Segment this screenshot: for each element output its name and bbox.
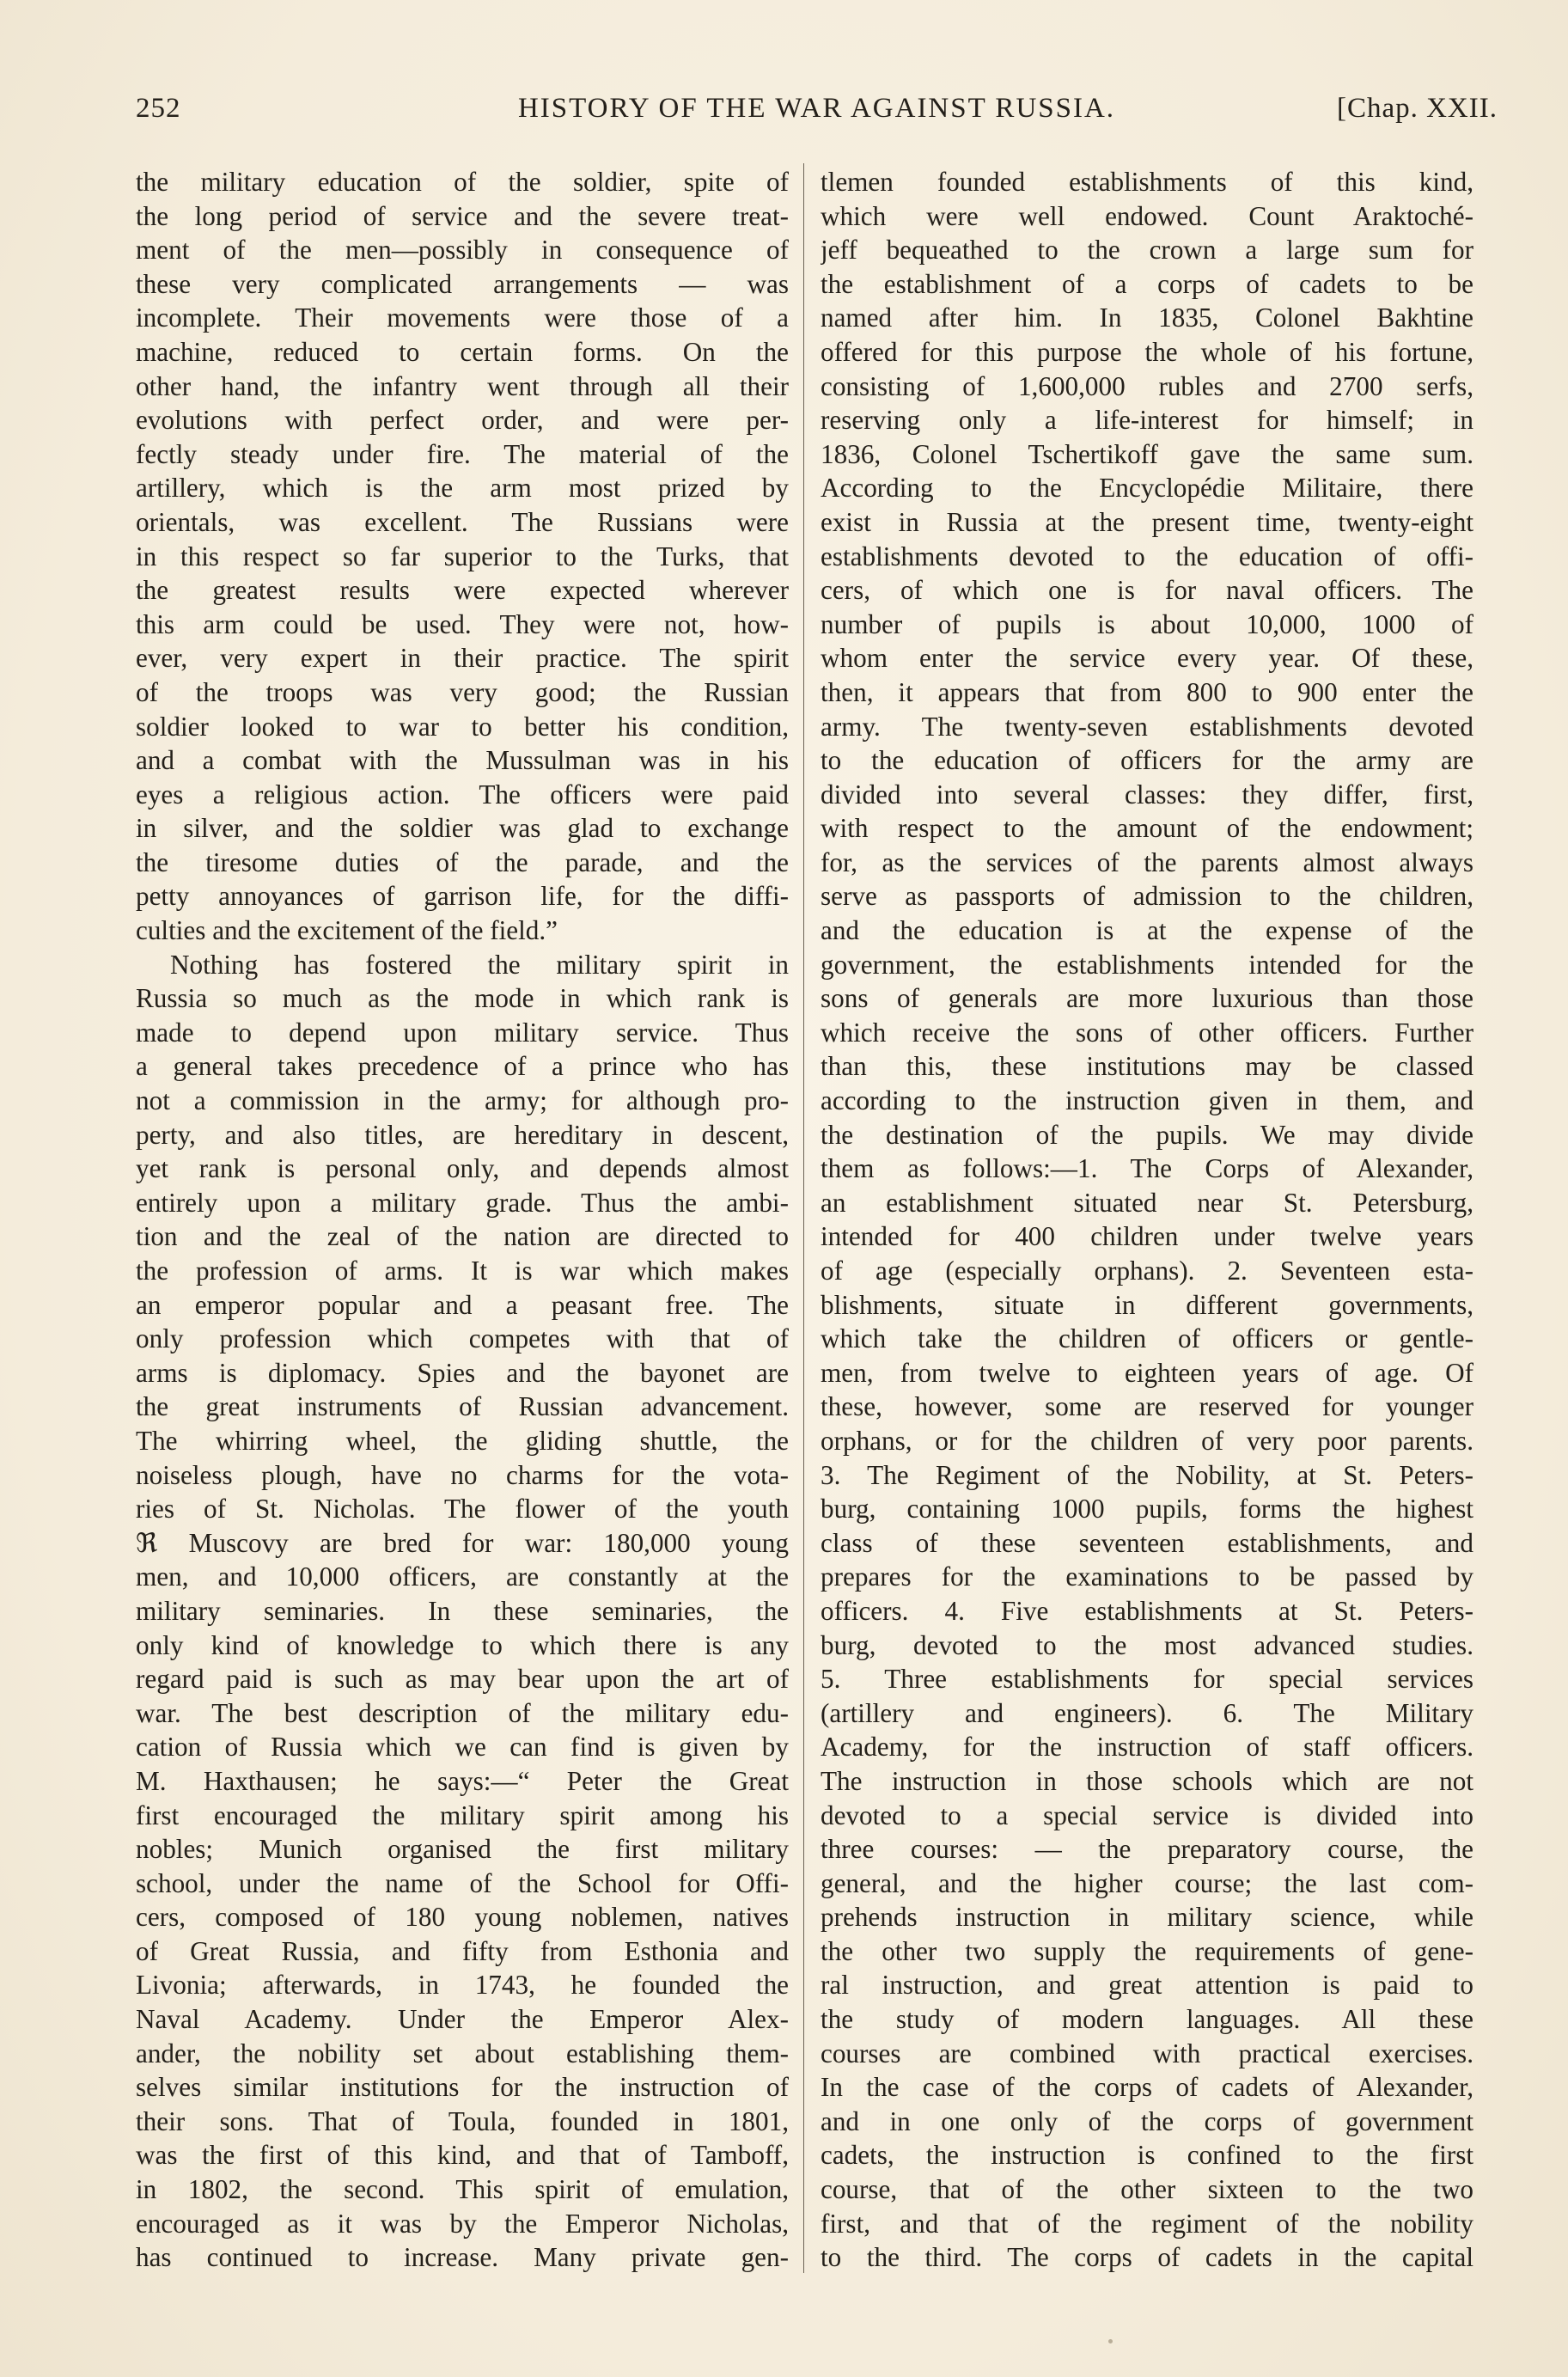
right-column [821, 165, 1473, 2275]
left-column-text-line: only profession which competes with that of [136, 1323, 789, 1354]
right-column-text-line: sons of generals are more luxurious than those [821, 983, 1473, 1014]
left-column-text-line: made to depend upon military service. Thus [136, 1017, 789, 1048]
right-column-text-line: prehends instruction in military science, while [821, 1902, 1473, 1933]
right-column-text-line: blishments, situate in different governments, [821, 1289, 1473, 1320]
right-column-text-line: consisting of 1,600,000 rubles and 2700 serfs, [821, 370, 1473, 401]
left-column-text-line: noiseless plough, have no charms for the vota- [136, 1459, 789, 1490]
left-column-text-line: encouraged as it was by the Emperor Nicholas, [136, 2208, 789, 2239]
left-column-text-line: evolutions with perfect order, and were per- [136, 405, 789, 436]
left-column-text-line: the military education of the soldier, spite of [136, 167, 789, 197]
left-column-text-line: not a commission in the army; for although pro- [136, 1085, 789, 1116]
left-column-text-line: cers, composed of 180 young noblemen, natives [136, 1902, 789, 1933]
left-column-text-line: regard paid is such as may bear upon the art of [136, 1664, 789, 1695]
right-column-text-line: them as follows:—1. The Corps of Alexander, [821, 1153, 1473, 1184]
right-column-text-line: named after him. In 1835, Colonel Bakhtine [821, 302, 1473, 333]
left-column-text-line: in this respect so far superior to the Turks, that [136, 541, 789, 571]
left-column-text-line: ries of St. Nicholas. The flower of the youth [136, 1494, 789, 1525]
right-column-text-line: and in one only of the corps of government [821, 2105, 1473, 2136]
right-column-text-line: cadets, the instruction is confined to the first [821, 2140, 1473, 2171]
left-column-text-line: the long period of service and the severe treat- [136, 200, 789, 231]
left-column-text-line: the greatest results were expected wherever [136, 575, 789, 606]
right-column-text-line: tlemen founded establishments of this kind, [821, 167, 1473, 197]
left-column-text-line: military seminaries. In these seminaries, the [136, 1595, 789, 1626]
left-column-text-line: ℜ Muscovy are bred for war: 180,000 young [136, 1527, 789, 1558]
right-column-text-line: orphans, or for the children of very poor parents. [821, 1425, 1473, 1456]
left-column-text-line: selves similar institutions for the instruction of [136, 2072, 789, 2103]
right-column-text-line: general, and the higher course; the last com- [821, 1867, 1473, 1898]
right-column-text-line: the establishment of a corps of cadets to be [821, 268, 1473, 299]
right-column-text-line: an establishment situated near St. Petersburg, [821, 1187, 1473, 1218]
column-divider [803, 163, 804, 2273]
left-column-text-line: ever, very expert in their practice. The spirit [136, 643, 789, 674]
left-column-text-line: the tiresome duties of the parade, and the [136, 846, 789, 877]
left-column-text-line: Livonia; afterwards, in 1743, he founded the [136, 1970, 789, 2001]
right-column-text-line: with respect to the amount of the endowment; [821, 813, 1473, 844]
left-column-text-line: and a combat with the Mussulman was in his [136, 745, 789, 776]
left-column-text-line: of Great Russia, and fifty from Esthonia and [136, 1935, 789, 1966]
right-column-text-line: jeff bequeathed to the crown a large sum for [821, 235, 1473, 266]
right-column-text-line: which take the children of officers or gentle- [821, 1323, 1473, 1354]
left-column-text-line: school, under the name of the School for Offi- [136, 1867, 789, 1898]
right-column-text-line: these, however, some are reserved for younger [821, 1391, 1473, 1422]
right-column-text-line: cers, of which one is for naval officers. The [821, 575, 1473, 606]
right-column-text-line: then, it appears that from 800 to 900 enter the [821, 676, 1473, 707]
left-column-text-line: Naval Academy. Under the Emperor Alex- [136, 2004, 789, 2035]
right-column-text-line: of age (especially orphans). 2. Seventeen esta- [821, 1256, 1473, 1286]
left-column-text-line: culties and the excitement of the field.” [136, 915, 558, 946]
right-column-text-line: to the third. The corps of cadets in the capital [821, 2242, 1473, 2273]
page-number: 252 [136, 93, 181, 124]
right-column-text-line: government, the establishments intended for the [821, 949, 1473, 980]
left-column-text-line: of the troops was very good; the Russian [136, 676, 789, 707]
right-column-text-line: exist in Russia at the present time, twenty-eight [821, 506, 1473, 537]
left-column-text-line: was the first of this kind, and that of Tamboff, [136, 2140, 789, 2171]
right-column-text-line: reserving only a life-interest for himself; in [821, 405, 1473, 436]
right-column-text-line: intended for 400 children under twelve years [821, 1221, 1473, 1252]
right-column-text-line: which were well endowed. Count Araktoché- [821, 200, 1473, 231]
left-column [136, 165, 789, 2275]
running-header [136, 93, 1498, 134]
right-column-text-line: 3. The Regiment of the Nobility, at St. Peters- [821, 1459, 1473, 1490]
left-column-text-line: machine, reduced to certain forms. On the [136, 336, 789, 367]
left-column-text-line: entirely upon a military grade. Thus the ambi- [136, 1187, 789, 1218]
right-column-text-line: the other two supply the requirements of gene- [821, 1935, 1473, 1966]
left-column-text-line: The whirring wheel, the gliding shuttle, the [136, 1425, 789, 1456]
right-column-text-line: for, as the services of the parents almost always [821, 846, 1473, 877]
left-column-text-line: Russia so much as the mode in which rank is [136, 983, 789, 1014]
right-column-text-line: divided into several classes: they differ, first, [821, 779, 1473, 810]
left-column-text-line: incomplete. Their movements were those of a [136, 302, 789, 333]
right-column-text-line: men, from twelve to eighteen years of age. Of [821, 1357, 1473, 1388]
left-column-text-line: Nothing has fostered the military spirit in [170, 949, 789, 980]
left-column-text-line: the profession of arms. It is war which makes [136, 1256, 789, 1286]
right-column-text-line: courses are combined with practical exercises. [821, 2038, 1473, 2068]
left-column-text-line: fectly steady under fire. The material of the [136, 438, 789, 469]
paper-speck [1108, 2339, 1113, 2343]
right-column-text-line: class of these seventeen establishments, and [821, 1527, 1473, 1558]
right-column-text-line: to the education of officers for the army are [821, 745, 1473, 776]
left-column-text-line: only kind of knowledge to which there is any [136, 1629, 789, 1660]
left-column-text-line: M. Haxthausen; he says:—“ Peter the Great [136, 1765, 789, 1796]
right-column-text-line: ral instruction, and great attention is paid to [821, 1970, 1473, 2001]
right-column-text-line: number of pupils is about 10,000, 1000 of [821, 608, 1473, 639]
right-column-text-line: In the case of the corps of cadets of Alexander, [821, 2072, 1473, 2103]
right-column-text-line: The instruction in those schools which are not [821, 1765, 1473, 1796]
left-column-text-line: a general takes precedence of a prince who has [136, 1051, 789, 1082]
right-column-text-line: according to the instruction given in them, and [821, 1085, 1473, 1116]
left-column-text-line: artillery, which is the arm most prized by [136, 473, 789, 504]
right-column-text-line: course, that of the other sixteen to the two [821, 2174, 1473, 2205]
right-column-text-line: the destination of the pupils. We may divide [821, 1119, 1473, 1150]
right-column-text-line: According to the Encyclopédie Militaire, there [821, 473, 1473, 504]
right-column-text-line: burg, devoted to the most advanced studies. [821, 1629, 1473, 1660]
right-column-text-line: devoted to a special service is divided into [821, 1800, 1473, 1830]
left-column-text-line: in 1802, the second. This spirit of emulation, [136, 2174, 789, 2205]
right-column-text-line: (artillery and engineers). 6. The Military [821, 1697, 1473, 1728]
left-column-text-line: yet rank is personal only, and depends almost [136, 1153, 789, 1184]
right-column-text-line: than this, these institutions may be classed [821, 1051, 1473, 1082]
left-column-text-line: arms is diplomacy. Spies and the bayonet are [136, 1357, 789, 1388]
left-column-text-line: first encouraged the military spirit among his [136, 1800, 789, 1830]
right-column-text-line: offered for this purpose the whole of his fortune, [821, 336, 1473, 367]
right-column-text-line: 5. Three establishments for special services [821, 1664, 1473, 1695]
right-column-text-line: army. The twenty-seven establishments devoted [821, 711, 1473, 742]
left-column-text-line: an emperor popular and a peasant free. The [136, 1289, 789, 1320]
left-column-text-line: ment of the men—possibly in consequence of [136, 235, 789, 266]
left-column-text-line: nobles; Munich organised the first military [136, 1834, 789, 1865]
left-column-text-line: petty annoyances of garrison life, for the diffi- [136, 881, 789, 912]
right-column-text-line: whom enter the service every year. Of these, [821, 643, 1473, 674]
right-column-text-line: burg, containing 1000 pupils, forms the highest [821, 1494, 1473, 1525]
left-column-text-line: other hand, the infantry went through all their [136, 370, 789, 401]
left-column-text-line: in silver, and the soldier was glad to exchange [136, 813, 789, 844]
right-column-text-line: three courses: — the preparatory course, the [821, 1834, 1473, 1865]
right-column-text-line: first, and that of the regiment of the nobility [821, 2208, 1473, 2239]
left-column-text-line: war. The best description of the military edu- [136, 1697, 789, 1728]
left-column-text-line: men, and 10,000 officers, are constantly at the [136, 1561, 789, 1592]
right-column-text-line: Academy, for the instruction of staff officers. [821, 1732, 1473, 1763]
chapter-label: [Chap. XXII. [1336, 93, 1498, 124]
right-column-text-line: officers. 4. Five establishments at St. Peters- [821, 1595, 1473, 1626]
right-column-text-line: establishments devoted to the education of offi- [821, 541, 1473, 571]
left-column-text-line: soldier looked to war to better his condition, [136, 711, 789, 742]
left-column-text-line: orientals, was excellent. The Russians were [136, 506, 789, 537]
left-column-text-line: this arm could be used. They were not, how- [136, 608, 789, 639]
left-column-text-line: has continued to increase. Many private gen- [136, 2242, 789, 2273]
left-column-text-line: the great instruments of Russian advancement. [136, 1391, 789, 1422]
left-column-text-line: perty, and also titles, are hereditary in descent, [136, 1119, 789, 1150]
left-column-text-line: their sons. That of Toula, founded in 1801, [136, 2105, 789, 2136]
left-column-text-line: these very complicated arrangements — was [136, 268, 789, 299]
left-column-text-line: ander, the nobility set about establishing them- [136, 2038, 789, 2068]
left-column-text-line: tion and the zeal of the nation are directed to [136, 1221, 789, 1252]
right-column-text-line: 1836, Colonel Tschertikoff gave the same sum. [821, 438, 1473, 469]
running-title: HISTORY OF THE WAR AGAINST RUSSIA. [517, 93, 1116, 124]
right-column-text-line: and the education is at the expense of the [821, 915, 1473, 946]
right-column-text-line: the study of modern languages. All these [821, 2004, 1473, 2035]
left-column-text-line: eyes a religious action. The officers were paid [136, 779, 789, 810]
right-column-text-line: prepares for the examinations to be passed by [821, 1561, 1473, 1592]
right-column-text-line: which receive the sons of other officers. Further [821, 1017, 1473, 1048]
right-column-text-line: serve as passports of admission to the children, [821, 881, 1473, 912]
left-column-text-line: cation of Russia which we can find is given by [136, 1732, 789, 1763]
